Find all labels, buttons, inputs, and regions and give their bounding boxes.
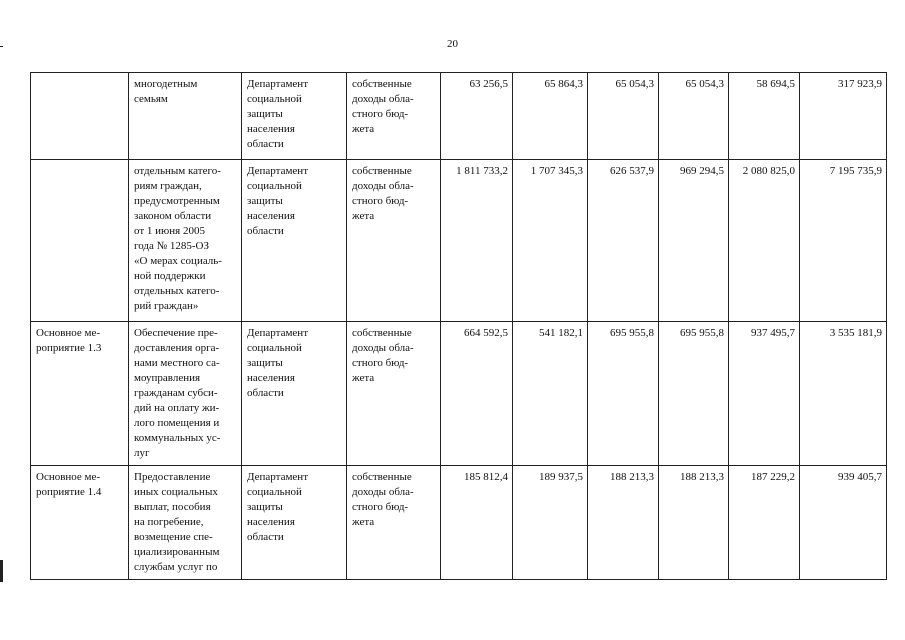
page-number: 20: [447, 38, 458, 50]
table-row: [31, 322, 887, 466]
value-cell: 188 213,3: [588, 466, 659, 580]
scan-edge-mark-bottom: [0, 560, 3, 582]
value-cell: 65 054,3: [659, 73, 729, 160]
value-cell: 189 937,5: [513, 466, 588, 580]
name-cell: Обеспечение пре- доставления орга- нами местного са- моуправления гражданам субси- дий на оплату жи- лого помещения и коммунальных ус- луг: [129, 322, 242, 466]
value-cell: 185 812,4: [441, 466, 513, 580]
executor-cell: Департамент социальной защиты населения области: [242, 73, 347, 160]
event-cell: Основное ме- роприятие 1.3: [31, 322, 129, 466]
executor-cell: Департамент социальной защиты населения области: [242, 322, 347, 466]
executor-cell: Департамент социальной защиты населения области: [242, 466, 347, 580]
value-cell: 1 707 345,3: [513, 160, 588, 322]
total-cell: 3 535 181,9: [800, 322, 887, 466]
value-cell: 2 080 825,0: [729, 160, 800, 322]
value-cell: 65 054,3: [588, 73, 659, 160]
funding-source-cell: собственные доходы обла- стного бюд- жета: [347, 466, 441, 580]
event-cell: [31, 160, 129, 322]
value-cell: 188 213,3: [659, 466, 729, 580]
table-row: [31, 73, 887, 160]
value-cell: 65 864,3: [513, 73, 588, 160]
value-cell: 664 592,5: [441, 322, 513, 466]
executor-cell: Департамент социальной защиты населения области: [242, 160, 347, 322]
event-cell: [31, 73, 129, 160]
value-cell: 969 294,5: [659, 160, 729, 322]
funding-source-cell: собственные доходы обла- стного бюд- жета: [347, 322, 441, 466]
value-cell: 187 229,2: [729, 466, 800, 580]
name-cell: Предоставление иных социальных выплат, пособия на погребение, возмещение спе- циализированным службам услуг по: [129, 466, 242, 580]
value-cell: 695 955,8: [588, 322, 659, 466]
total-cell: 939 405,7: [800, 466, 887, 580]
budget-table: [30, 72, 887, 580]
name-cell: многодетным семьям: [129, 73, 242, 160]
value-cell: 58 694,5: [729, 73, 800, 160]
value-cell: 937 495,7: [729, 322, 800, 466]
value-cell: 626 537,9: [588, 160, 659, 322]
name-cell: отдельным катего- риям граждан, предусмотренным законом области от 1 июня 2005 года № 1285-ОЗ «О мерах социаль- ной поддержки отдельных катего- рий граждан»: [129, 160, 242, 322]
funding-source-cell: собственные доходы обла- стного бюд- жета: [347, 160, 441, 322]
event-cell: Основное ме- роприятие 1.4: [31, 466, 129, 580]
table-row: [31, 466, 887, 580]
scan-edge-mark-top: [0, 46, 3, 47]
value-cell: 1 811 733,2: [441, 160, 513, 322]
total-cell: 7 195 735,9: [800, 160, 887, 322]
value-cell: 541 182,1: [513, 322, 588, 466]
table-row: [31, 160, 887, 322]
total-cell: 317 923,9: [800, 73, 887, 160]
value-cell: 695 955,8: [659, 322, 729, 466]
value-cell: 63 256,5: [441, 73, 513, 160]
funding-source-cell: собственные доходы обла- стного бюд- жета: [347, 73, 441, 160]
